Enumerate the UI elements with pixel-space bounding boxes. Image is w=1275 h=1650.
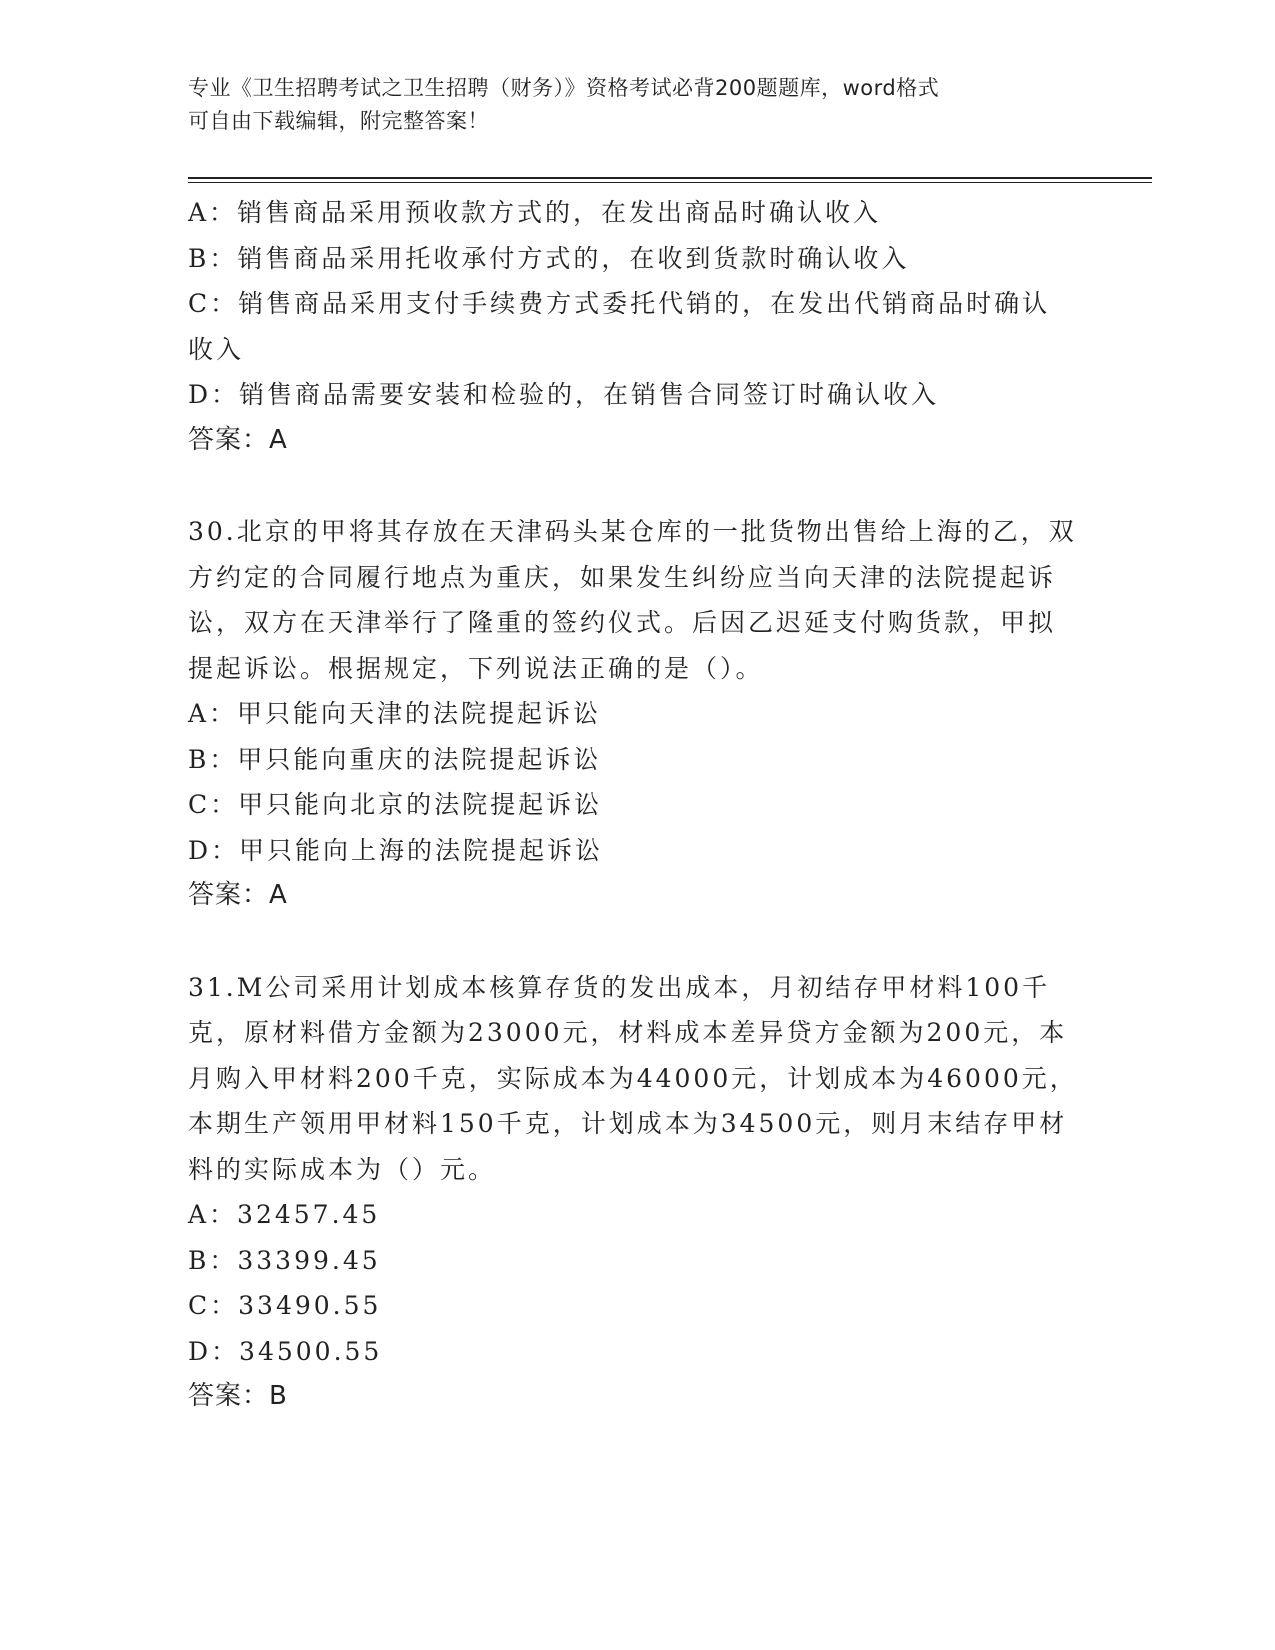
- option-a: A：32457.45: [188, 1200, 381, 1229]
- answer-line: 答案：A: [188, 880, 288, 910]
- question-block-previous: [188, 190, 1078, 463]
- document-body: [188, 190, 1078, 1420]
- option-d: D：销售商品需要安装和检验的，在销售合同签订时确认收入: [188, 380, 940, 409]
- option-b: B：销售商品采用托收承付方式的，在收到货款时确认收入: [188, 243, 910, 273]
- document-header: [188, 72, 1088, 138]
- option-d: D：甲只能向上海的法院提起诉讼: [188, 835, 604, 865]
- header-divider-thin: [188, 182, 1152, 183]
- option-c: C：33490.55: [188, 1291, 382, 1320]
- option-b: B：甲只能向重庆的法院提起诉讼: [188, 744, 602, 774]
- option-b: B：33399.45: [188, 1245, 381, 1275]
- question-stem: 30.北京的甲将其存放在天津码头某仓库的一批货物出售给上海的乙，双方约定的合同履行地点为重庆，如果发生纠纷应当向天津的法院提起诉讼，双方在天津举行了隆重的签约仪式。后因乙迟延支付购货款，甲拟提起诉讼。根据规定，下列说法正确的是（）。: [188, 517, 1077, 683]
- option-a: A：销售商品采用预收款方式的，在发出商品时确认收入: [188, 198, 882, 227]
- option-a: A：甲只能向天津的法院提起诉讼: [188, 699, 602, 728]
- question-31: [188, 965, 1078, 1420]
- option-c: C：甲只能向北京的法院提起诉讼: [188, 790, 603, 819]
- header-title-line-1: 专业《卫生招聘考试之卫生招聘（财务）》资格考试必背200题题库，word格式: [188, 76, 940, 100]
- answer-line: 答案：B: [188, 1381, 288, 1411]
- header-title-line-2: 可自由下载编辑，附完整答案！: [188, 109, 489, 133]
- option-c: C：销售商品采用支付手续费方式委托代销的，在发出代销商品时确认收入: [188, 289, 1051, 364]
- question-30: [188, 509, 1078, 919]
- question-stem: 31.M公司采用计划成本核算存货的发出成本，月初结存甲材料100千克，原材料借方金额为23000元，材料成本差异贷方金额为200元，本月购入甲材料200千克，实际成本为44000元，计划成本为46000元，本期生产领用甲材料150千克，计划成本为34500元，则月末结存甲材料的实际成本为（）元。: [188, 972, 1078, 1184]
- header-divider-thick: [188, 177, 1152, 179]
- option-d: D：34500.55: [188, 1336, 383, 1366]
- answer-line: 答案：A: [188, 424, 288, 455]
